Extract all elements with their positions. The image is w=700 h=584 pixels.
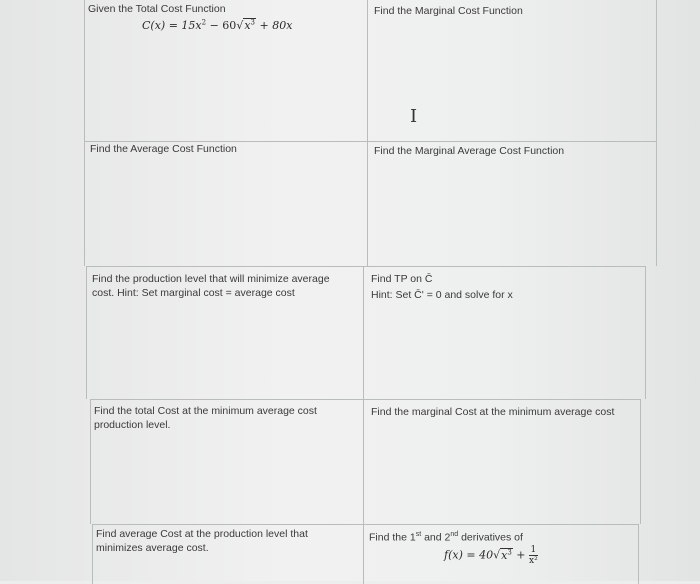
derivatives-post: derivatives of bbox=[458, 531, 523, 544]
production-level-line2: cost. Hint: Set marginal cost = average cost bbox=[92, 287, 295, 299]
f-radicand-var: x bbox=[501, 548, 508, 562]
formula-exp1: 2 bbox=[201, 18, 207, 27]
radicand-var: x bbox=[244, 19, 251, 32]
formula-tail: + 80x bbox=[256, 19, 293, 32]
production-level-line1: Find the production level that will minimize average bbox=[92, 273, 330, 285]
f-plus: + bbox=[512, 548, 529, 562]
cell-derivatives bbox=[363, 524, 639, 584]
f-fraction bbox=[529, 545, 538, 566]
total-cost-min-line1: Find the total Cost at the minimum average cost bbox=[94, 405, 317, 417]
average-cost-min-line2: minimizes average cost. bbox=[96, 542, 209, 554]
cell-average-cost-min bbox=[92, 524, 363, 584]
marginal-cost-label: Find the Marginal Cost Function bbox=[374, 5, 523, 17]
f-formula bbox=[444, 545, 538, 566]
f-lhs: f(x) = 40 bbox=[444, 548, 494, 562]
formula-lhs: C(x) = 15x bbox=[142, 19, 202, 32]
cell-production-level bbox=[86, 266, 363, 399]
cell-marginal-average-cost bbox=[367, 141, 657, 266]
marginal-cost-min-label: Find the marginal Cost at the minimum average cost bbox=[371, 406, 615, 418]
given-total-cost-label: Given the Total Cost Function bbox=[88, 3, 226, 15]
sqrt-radicand bbox=[243, 18, 256, 32]
f-fraction-den: x² bbox=[529, 556, 538, 566]
f-fraction-num: 1 bbox=[530, 545, 537, 555]
cell-marginal-cost bbox=[367, 0, 657, 141]
marginal-average-cost-label: Find the Marginal Average Cost Function bbox=[374, 145, 565, 157]
derivatives-label bbox=[369, 528, 523, 545]
derivatives-sup1: st bbox=[415, 531, 422, 538]
f-sqrt-radicand bbox=[500, 548, 513, 562]
cell-turning-point bbox=[363, 266, 646, 399]
radicand-exp: 3 bbox=[250, 18, 256, 27]
cell-marginal-cost-min bbox=[363, 399, 641, 524]
derivatives-sup2: nd bbox=[450, 531, 459, 538]
f-radicand-exp: 3 bbox=[507, 547, 512, 556]
derivatives-pre: Find the 1 bbox=[369, 531, 416, 544]
cell-average-cost bbox=[84, 141, 367, 266]
cell-total-cost bbox=[84, 0, 367, 141]
turning-point-line1: Find TP on C̄ bbox=[371, 273, 433, 285]
turning-point-hint: Hint: Set C̄' = 0 and solve for x bbox=[371, 289, 513, 301]
sqrt-sign: √ bbox=[236, 19, 244, 32]
total-cost-formula bbox=[142, 19, 292, 33]
average-cost-min-line1: Find average Cost at the production level that bbox=[96, 528, 308, 540]
f-sqrt-sign: √ bbox=[493, 548, 501, 562]
formula-mid: − 60 bbox=[206, 19, 237, 32]
total-cost-min-line2: production level. bbox=[94, 419, 171, 431]
derivatives-mid: and 2 bbox=[421, 531, 451, 544]
cell-total-cost-min bbox=[90, 399, 363, 524]
average-cost-label: Find the Average Cost Function bbox=[90, 143, 237, 155]
text-cursor-icon: I bbox=[410, 106, 418, 127]
